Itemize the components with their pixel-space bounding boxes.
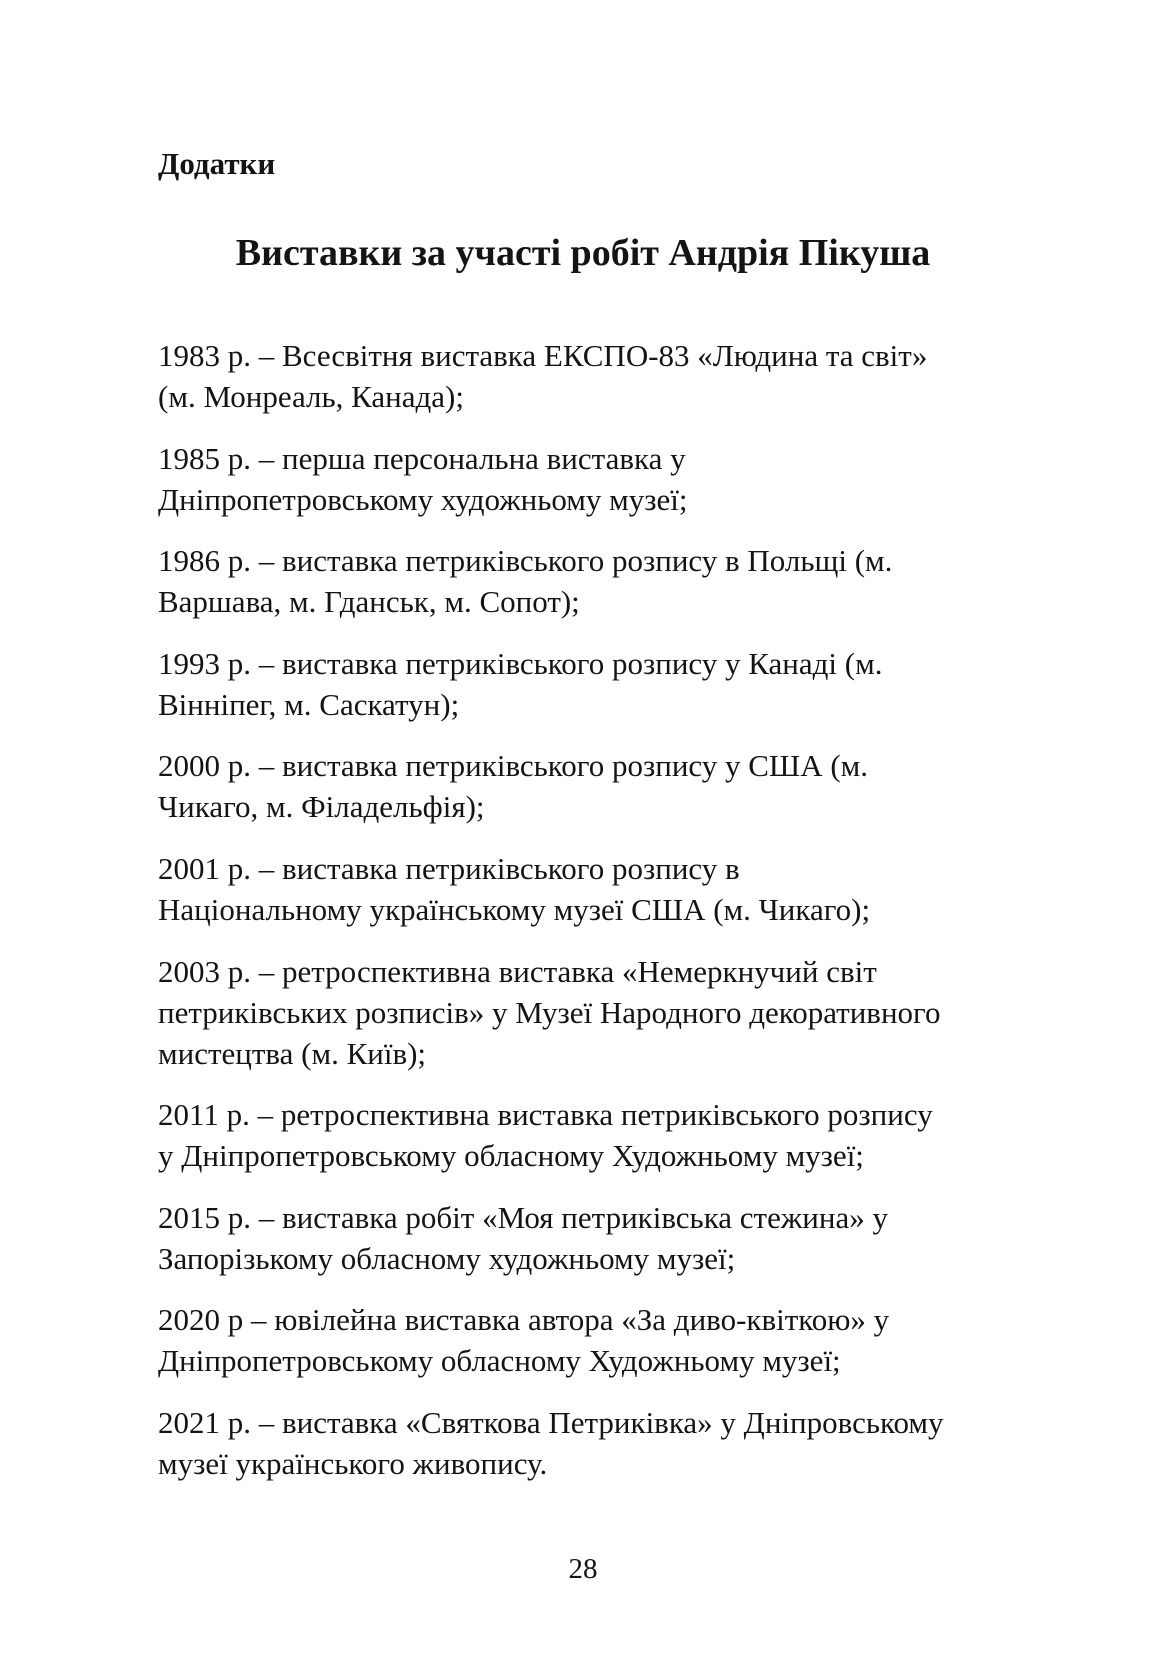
entry-line: музеї українського живопису. [158, 1445, 548, 1481]
list-item [158, 540, 1018, 622]
entry-line: 2020 р – ювілейна виставка автора «За диво-квіткою» у [158, 1302, 890, 1338]
entry-line: петриківських розписів» у Музеї Народного декоративного [158, 994, 941, 1030]
entry-line: Чикаго, м. Філадельфія); [158, 789, 485, 825]
entry-line: Запорізькому обласному художньому музеї; [158, 1240, 736, 1276]
list-item [158, 1094, 1018, 1176]
page-number: 28 [568, 1553, 598, 1585]
entry-line: 2001 р. – виставка петриківського розпису в [158, 850, 740, 886]
entry-line: Дніпропетровському художньому музеї; [158, 481, 688, 517]
list-item [158, 643, 1018, 725]
entry-line: Вінніпег, м. Саскатун); [158, 686, 460, 722]
entry-line: Національному українському музеї США (м. Чикаго); [158, 891, 871, 927]
entry-line: 2021 р. – виставка «Святкова Петриківка» у Дніпровському [158, 1404, 944, 1440]
list-item [158, 848, 1018, 930]
page-title: Виставки за участі робіт Андрія Пікуша [235, 232, 931, 274]
entry-line: (м. Монреаль, Канада); [158, 379, 464, 414]
entry-line: 2011 р. – ретроспективна виставка петриківського розпису [158, 1097, 933, 1133]
entry-line: 1985 р. – перша персональна виставка у [158, 440, 686, 476]
entry-line: Варшава, м. Гданськ, м. Сопот); [158, 584, 580, 620]
entry-line: мистецтва (м. Київ); [158, 1035, 427, 1071]
entry-line: 2000 р. – виставка петриківського розпису у США (м. [158, 748, 869, 784]
entry-line: 2015 р. – виставка робіт «Моя петриківська стежина» у [158, 1199, 888, 1235]
section-label: Додатки [158, 146, 276, 181]
entry-line: 1986 р. – виставка петриківського розпису в Польщі (м. [158, 543, 893, 579]
entry-line: 1993 р. – виставка петриківського розпису у Канаді (м. [158, 645, 883, 681]
list-item [158, 745, 1018, 827]
entry-line: Дніпропетровському обласному Художньому музеї; [158, 1343, 841, 1379]
list-item [158, 1197, 1018, 1279]
list-item [158, 335, 1018, 417]
exhibition-list [158, 335, 1018, 1505]
entry-line: у Дніпропетровському обласному Художньому музеї; [158, 1138, 864, 1174]
entry-line: 1983 р. – Всесвітня виставка ЕКСПО-83 «Людина та світ» [158, 338, 928, 373]
list-item [158, 951, 1018, 1074]
list-item [158, 438, 1018, 520]
entry-line: 2003 р. – ретроспективна виставка «Немеркнучий світ [158, 953, 877, 989]
list-item [158, 1402, 1018, 1484]
list-item [158, 1299, 1018, 1381]
